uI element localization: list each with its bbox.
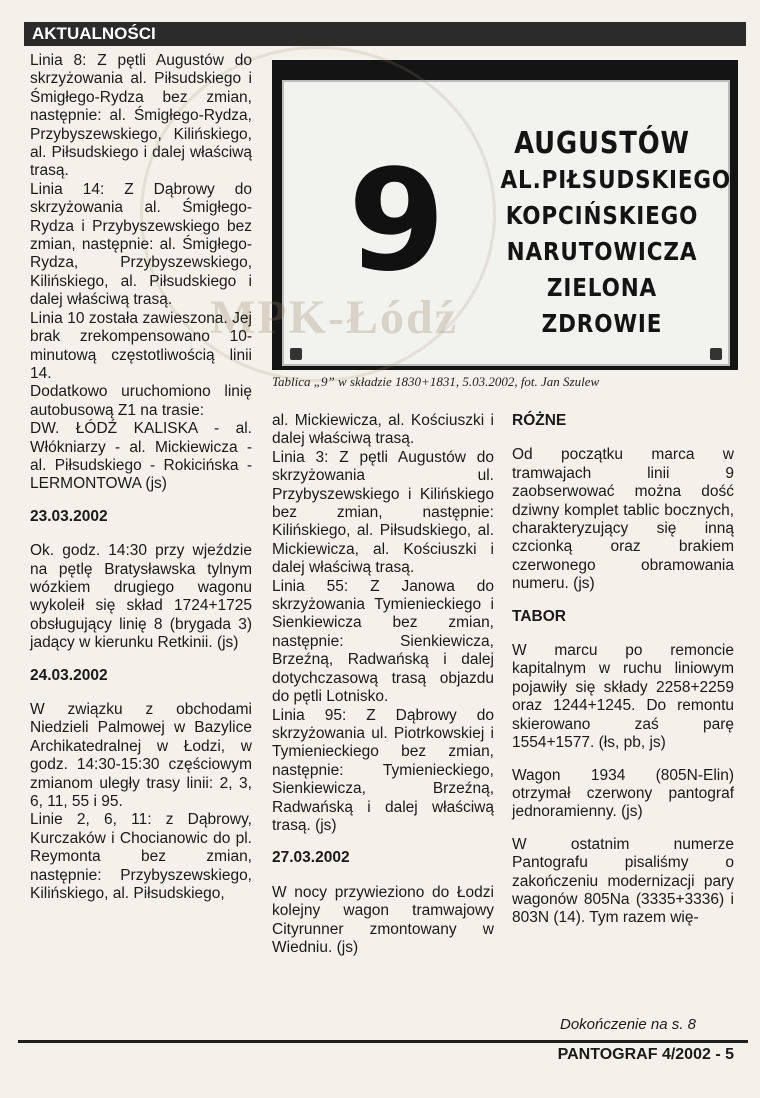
destination-item: ZDROWIE [541, 309, 663, 338]
paragraph: Linia 8: Z pętli Augustów do skrzyżowania al. Piłsudskiego i Śmigłego-Rydza bez zmian, następnie: al. Śmigłego-Rydza, Przybyszewskiego, Kilińskiego, al. Piłsudskiego i dalej właściwą trasą. [30, 52, 252, 180]
section-header [24, 22, 746, 46]
paragraph: Linia 3: Z pętli Augustów do skrzyżowania ul. Przybyszewskiego i Kilińskiego bez zmian, następnie: Kilińskiego, al. Piłsudskiego, al. Mickiewicza, al. Kościuszki i dalej właściwą trasą. [272, 448, 494, 577]
paragraph: Linia 55: Z Janowa do skrzyżowania Tymienieckiego i Sienkiewicza bez zmian, następnie: Sienkiewicza, Brzeźną, Radwańską i dalej dotychczasową trasą objazdu do pętli Lotnisko. [272, 577, 494, 706]
paragraph: Dodatkowo uruchomiono linię autobusową Z1 na trasie: [30, 383, 252, 419]
column-1 [30, 52, 252, 903]
continuation-note: Dokończenie na s. 8 [560, 1016, 696, 1033]
board-mount-left [290, 348, 302, 360]
watermark-text: MPK-Łódź [210, 291, 458, 344]
paragraph: Linia 10 została zawieszona. Jej brak zrekompensowano 10-minutową częstotliwością linii 14. [30, 309, 252, 382]
paragraph: Od początku marca w tramwajach linii 9 zaobserwować można dość dziwny komplet tablic bocznych, charakteryzujący się inną czcionką oraz brakiem czerwonego obramowania numeru. (js) [512, 446, 734, 593]
date-heading: 27.03.2002 [272, 849, 350, 867]
destination-list [484, 126, 732, 342]
paragraph: Linia 14: Z Dąbrowy do skrzyżowania al. Śmigłego-Rydza i Przybyszewskiego bez zmian, następnie: al. Śmigłego-Rydza, Przybyszewskiego, Kilińskiego, al. Piłsudskiego i dalej właściwą trasą. [30, 180, 252, 309]
destination-item: AUGUSTÓW [514, 126, 690, 161]
paragraph: al. Mickiewicza, al. Kościuszki i dalej właściwą trasą. [272, 412, 494, 448]
paragraph: Ok. godz. 14:30 przy wjeździe na pętlę Bratysławska tylnym wózkiem drugiego wagonu wykoleił się skład 1724+1725 obsługujący linię 8 (brygada 3) jadący w kierunku Retkinii. (js) [30, 542, 252, 652]
paragraph: W ostatnim numerze Pantografu pisaliśmy o zakończeniu modernizacji pary wagonów 805Na (3335+3336) i 803N (14). Tym razem wię- [512, 835, 734, 927]
board-mount-right [710, 348, 722, 360]
column-3 [512, 412, 734, 928]
destination-item: NARUTOWICZA [506, 237, 698, 266]
paragraph: W marcu po remoncie kapitalnym w ruchu liniowym pojawiły się składy 2258+2259 oraz 1244+1245. Do remontu skierowano zaś parę 1554+1577. (łs, pb, js) [512, 642, 734, 752]
column-2 [272, 412, 494, 957]
destination-item: AL.PIŁSUDSKIEGO [500, 165, 732, 194]
photo-caption: Tablica „9” w składzie 1830+1831, 5.03.2002, fot. Jan Szulew [272, 374, 600, 389]
paragraph: DW. ŁÓDŹ KALISKA - al. Włókniarzy - al. Mickiewicza - al. Piłsudskiego - Rokicińska - LERMONTOWA (js) [30, 420, 252, 493]
date-heading: 24.03.2002 [30, 666, 108, 684]
route-number: 9 [348, 140, 446, 303]
date-heading: 23.03.2002 [30, 507, 108, 525]
section-heading: TABOR [512, 607, 566, 625]
section-heading: RÓŻNE [512, 412, 567, 429]
paragraph: Wagon 1934 (805N-Elin) otrzymał czerwony pantograf jednoramienny. (js) [512, 766, 734, 821]
destination-item: KOPCIŃSKIEGO [505, 201, 699, 230]
page-footer: PANTOGRAF 4/2002 - 5 [557, 1046, 734, 1063]
footer-rule [18, 1040, 748, 1043]
paragraph: W nocy przywieziono do Łodzi kolejny wagon tramwajowy Cityrunner zmontowany w Wiedniu. (js) [272, 883, 494, 956]
paragraph: W związku z obchodami Niedzieli Palmowej w Bazylice Archikatedralnej w Łodzi, w godz. 14:30-15:30 częściowym zmianom uległy trasy linii: 2, 3, 6, 11, 55 i 95. [30, 701, 252, 811]
paragraph: Linia 95: Z Dąbrowy do skrzyżowania ul. Piotrkowskiej i Tymienieckiego bez zmian, następnie: Tymienieckiego, Sienkiewicza, Brzeźną, Radwańską i dalej właściwą trasą. (js) [272, 706, 494, 834]
destination-item: ZIELONA [546, 273, 658, 302]
paragraph: Linie 2, 6, 11: z Dąbrowy, Kurczaków i Chocianowic do pl. Reymonta bez zmian, następnie: Przybyszewskiego, Kilińskiego, al. Piłsudskiego, [30, 811, 252, 903]
section-title: AKTUALNOŚCI [32, 24, 156, 43]
